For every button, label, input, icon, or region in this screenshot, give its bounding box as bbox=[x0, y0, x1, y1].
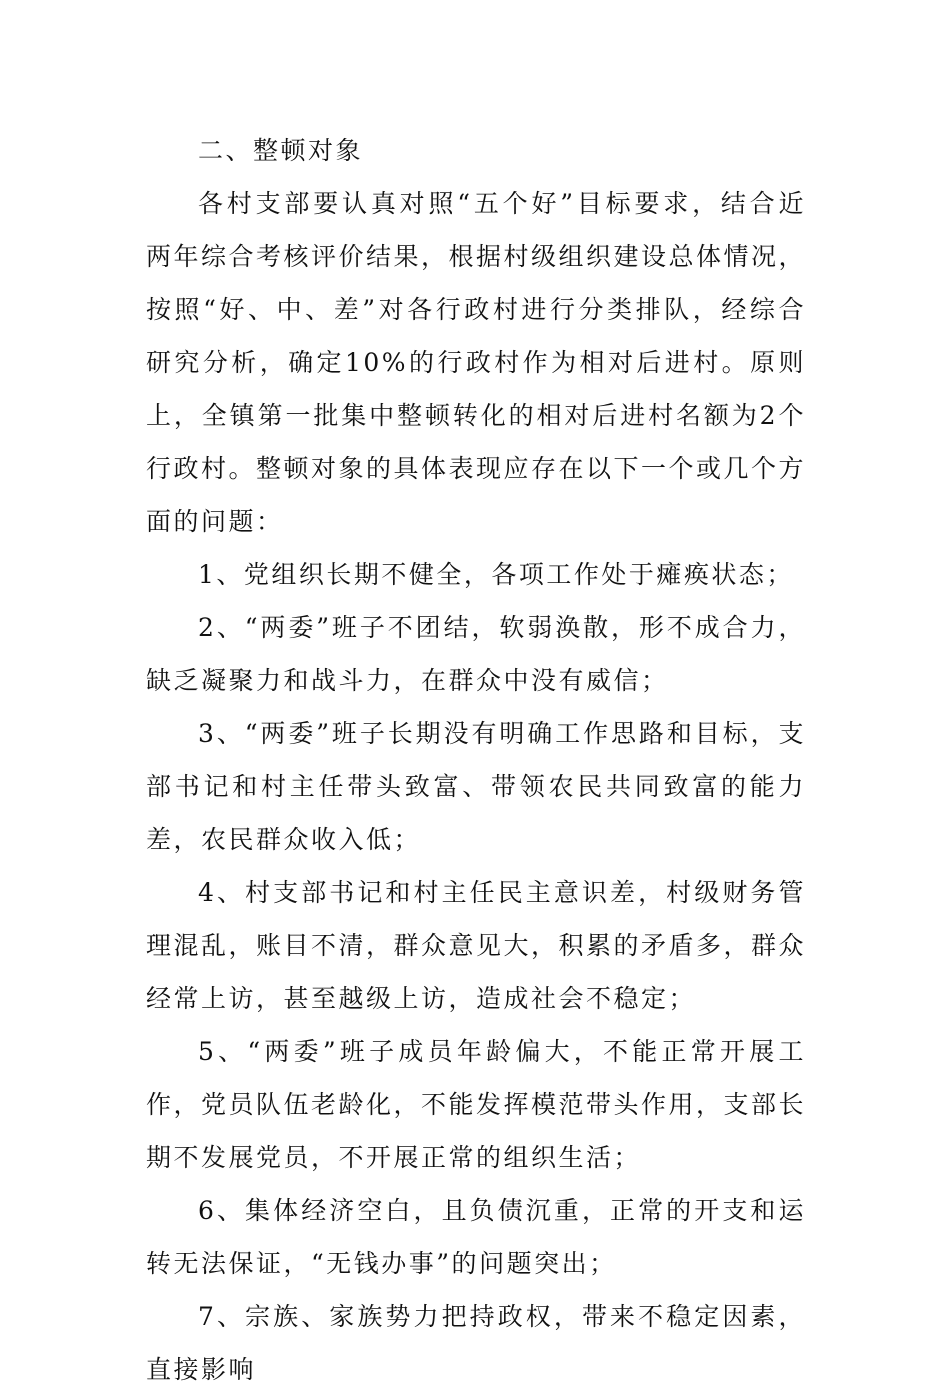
section-heading: 二、整顿对象 bbox=[198, 136, 364, 165]
document-body bbox=[146, 124, 806, 1396]
item-2-paragraph: 2、“两委”班子不团结，软弱涣散，形不成合力，缺乏凝聚力和战斗力，在群众中没有威信； bbox=[146, 613, 806, 695]
intro-paragraph: 各村支部要认真对照“五个好”目标要求，结合近两年综合考核评价结果，根据村级组织建设总体情况，按照“好、中、差”对各行政村进行分类排队，经综合研究分析，确定10%的行政村作为相对后进村。原则上，全镇第一批集中整顿转化的相对后进村名额为2个行政村。整顿对象的具体表现应存在以下一个或几个方面的问题： bbox=[146, 189, 807, 536]
item-1-paragraph: 1、党组织长期不健全，各项工作处于瘫痪状态； bbox=[198, 560, 794, 589]
item-3-paragraph: 3、“两委”班子长期没有明确工作思路和目标，支部书记和村主任带头致富、带领农民共同致富的能力差，农民群众收入低； bbox=[146, 719, 806, 854]
item-7-paragraph: 7、宗族、家族势力把持政权，带来不稳定因素，直接影响 bbox=[146, 1302, 806, 1384]
item-4-paragraph: 4、村支部书记和村主任民主意识差，村级财务管理混乱，账目不清，群众意见大，积累的矛盾多，群众经常上访，甚至越级上访，造成社会不稳定； bbox=[146, 878, 807, 1013]
item-6-paragraph: 6、集体经济空白，且负债沉重，正常的开支和运转无法保证，“无钱办事”的问题突出； bbox=[146, 1196, 806, 1278]
item-5-paragraph: 5、“两委”班子成员年龄偏大，不能正常开展工作，党员队伍老龄化，不能发挥模范带头作用，支部长期不发展党员，不开展正常的组织生活； bbox=[146, 1037, 807, 1172]
